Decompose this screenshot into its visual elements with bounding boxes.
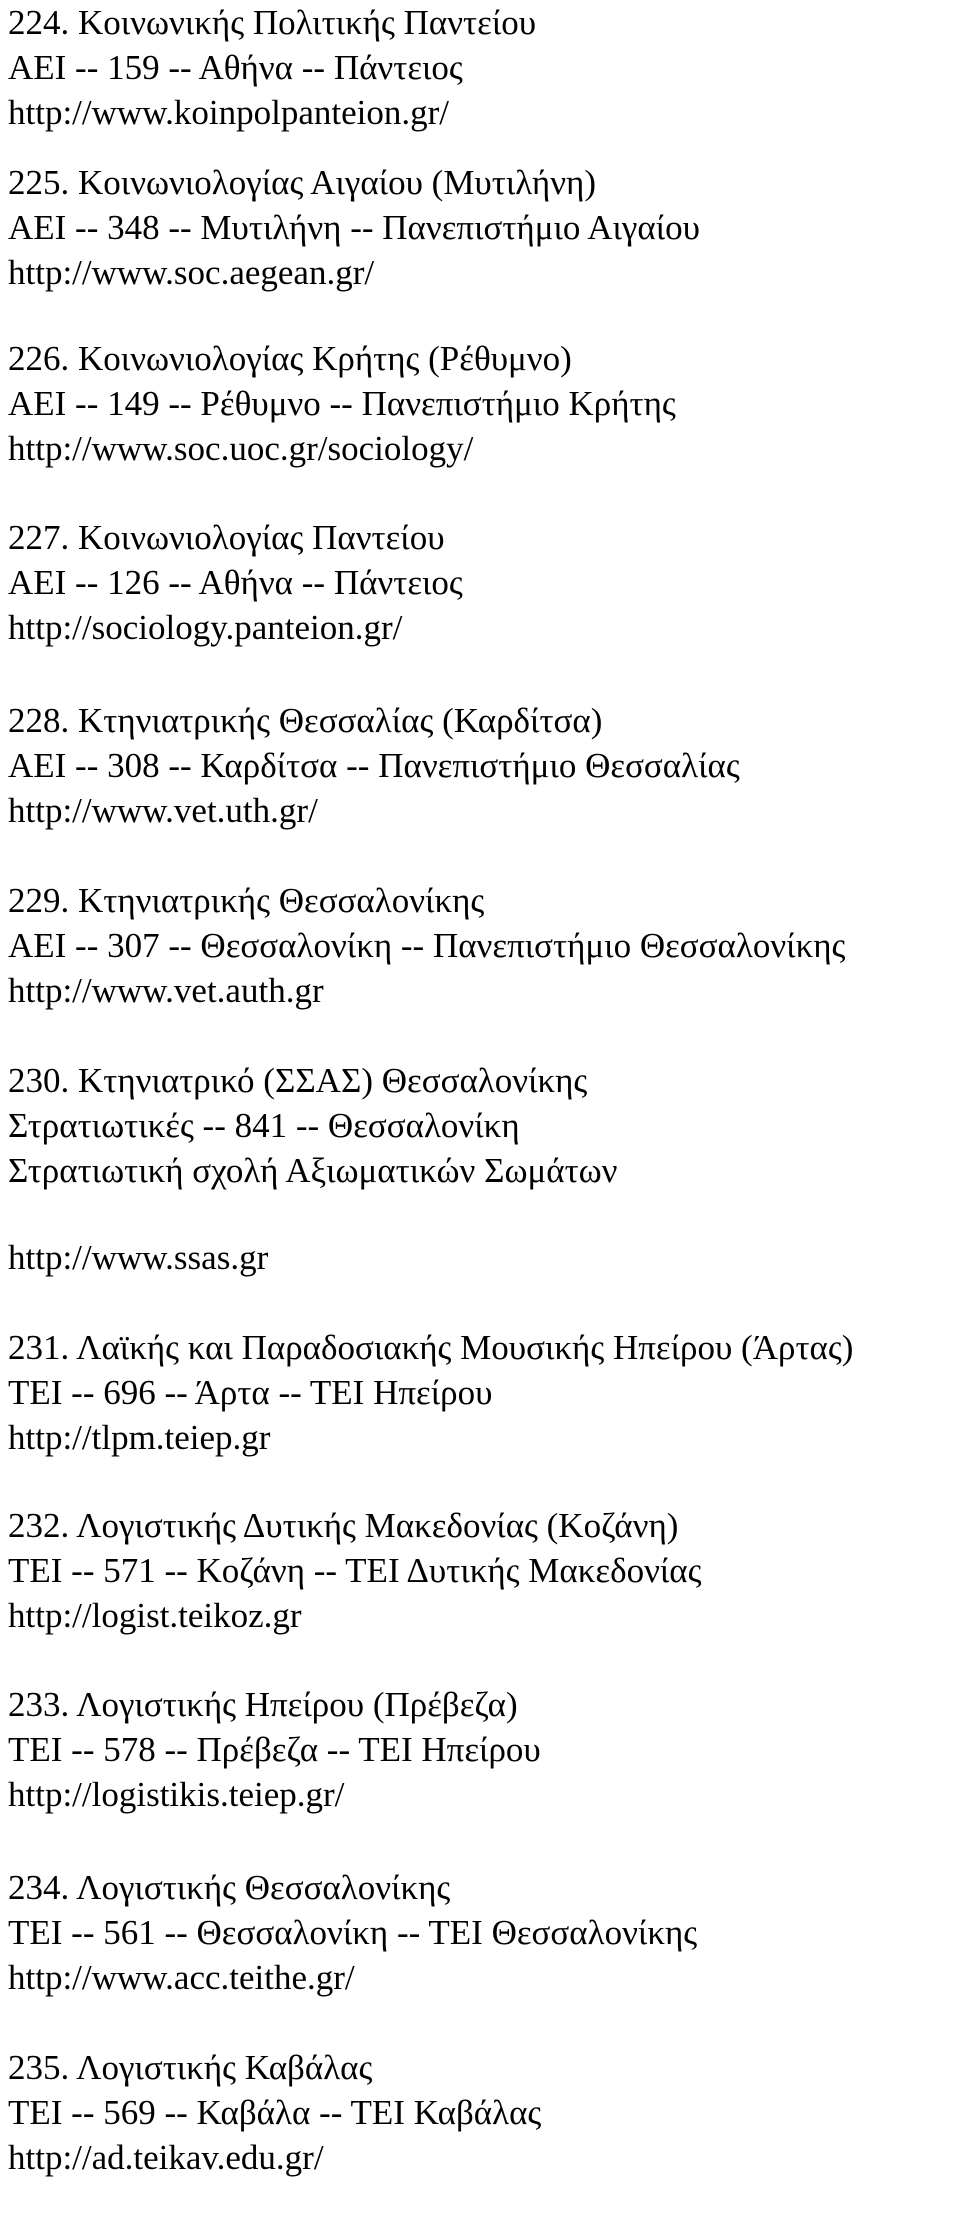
entry-url: http://www.vet.uth.gr/ — [8, 791, 318, 830]
entry-url: http://www.vet.auth.gr — [8, 971, 324, 1010]
entry-title: 229. Κτηνιατρικής Θεσσαλονίκης — [8, 881, 485, 920]
entry-details: ΤΕΙ -- 569 -- Καβάλα -- ΤΕΙ Καβάλας — [8, 2093, 542, 2132]
entry-title: 227. Κοινωνιολογίας Παντείου — [8, 518, 445, 557]
entry-url: http://logist.teikoz.gr — [8, 1596, 302, 1635]
entry-title: 230. Κτηνιατρικό (ΣΣΑΣ) Θεσσαλονίκης — [8, 1061, 588, 1100]
entry-url: http://logistikis.teiep.gr/ — [8, 1775, 345, 1814]
entry-url: http://www.koinpolpanteion.gr/ — [8, 93, 450, 132]
entry-title: 234. Λογιστικής Θεσσαλονίκης — [8, 1868, 451, 1907]
entry-url: http://www.soc.uoc.gr/sociology/ — [8, 429, 474, 468]
entry-details: ΤΕΙ -- 578 -- Πρέβεζα -- ΤΕΙ Ηπείρου — [8, 1730, 541, 1769]
entry-title: 231. Λαϊκής και Παραδοσιακής Μουσικής Ηπείρου (Άρτας) — [8, 1328, 854, 1367]
entry-url: http://www.soc.aegean.gr/ — [8, 253, 375, 292]
entry-url: http://www.ssas.gr — [8, 1238, 269, 1277]
entry-title: 228. Κτηνιατρικής Θεσσαλίας (Καρδίτσα) — [8, 701, 603, 740]
entry-url: http://ad.teikav.edu.gr/ — [8, 2138, 324, 2177]
entry-details: ΤΕΙ -- 696 -- Άρτα -- ΤΕΙ Ηπείρου — [8, 1373, 493, 1412]
entry-url: http://www.acc.teithe.gr/ — [8, 1958, 355, 1997]
entry-details: ΑΕΙ -- 308 -- Καρδίτσα -- Πανεπιστήμιο Θεσσαλίας — [8, 746, 740, 785]
entry-details: ΑΕΙ -- 126 -- Αθήνα -- Πάντειος — [8, 563, 463, 602]
entry-title: 225. Κοινωνιολογίας Αιγαίου (Μυτιλήνη) — [8, 163, 596, 202]
entry-details: ΑΕΙ -- 149 -- Ρέθυμνο -- Πανεπιστήμιο Κρήτης — [8, 384, 676, 423]
entry-title: 224. Κοινωνικής Πολιτικής Παντείου — [8, 3, 537, 42]
entry-details: ΤΕΙ -- 571 -- Κοζάνη -- ΤΕΙ Δυτικής Μακεδονίας — [8, 1551, 702, 1590]
entry-extra: Στρατιωτική σχολή Αξιωματικών Σωμάτων — [8, 1151, 618, 1190]
entry-title: 226. Κοινωνιολογίας Κρήτης (Ρέθυμνο) — [8, 339, 572, 378]
entry-details: ΑΕΙ -- 348 -- Μυτιλήνη -- Πανεπιστήμιο Αιγαίου — [8, 208, 700, 247]
entry-title: 233. Λογιστικής Ηπείρου (Πρέβεζα) — [8, 1685, 518, 1724]
entry-url: http://sociology.panteion.gr/ — [8, 608, 403, 647]
entry-details: ΤΕΙ -- 561 -- Θεσσαλονίκη -- ΤΕΙ Θεσσαλονίκης — [8, 1913, 698, 1952]
entry-title: 232. Λογιστικής Δυτικής Μακεδονίας (Κοζάνη) — [8, 1506, 679, 1545]
entry-details: Στρατιωτικές -- 841 -- Θεσσαλονίκη — [8, 1106, 520, 1145]
entry-details: ΑΕΙ -- 307 -- Θεσσαλονίκη -- Πανεπιστήμιο Θεσσαλονίκης — [8, 926, 846, 965]
entry-details: ΑΕΙ -- 159 -- Αθήνα -- Πάντειος — [8, 48, 463, 87]
entry-url: http://tlpm.teiep.gr — [8, 1418, 271, 1457]
entry-title: 235. Λογιστικής Καβάλας — [8, 2048, 373, 2087]
